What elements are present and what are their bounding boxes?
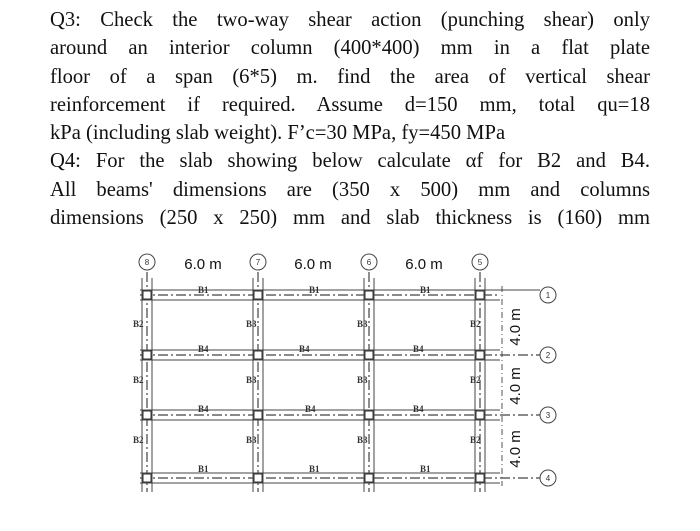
columns bbox=[143, 291, 484, 482]
q3-line-5: kPa (including slab weight). F’c=30 MPa, fy=450 MPa bbox=[50, 122, 506, 145]
beam-label-b3-col7-3: B3 bbox=[246, 435, 257, 445]
svg-text:6: 6 bbox=[366, 258, 372, 267]
q4-line-3: dimensions (250 x 250) mm and slab thickness is (160) mm bbox=[50, 207, 650, 230]
bay-label-3: 4.0 m bbox=[507, 430, 524, 468]
vertical-beams bbox=[142, 272, 485, 492]
beam-label-b1-bottom-1: B1 bbox=[198, 464, 209, 474]
span-label-2: 6.0 m bbox=[294, 256, 332, 273]
beam-label-b4-row3-1: B4 bbox=[198, 404, 209, 414]
column-marker-7 bbox=[250, 254, 266, 270]
q3-line-3: floor of a span (6*5) m. find the area of vertical shear bbox=[50, 65, 650, 88]
beam-label-b1-bottom-2: B1 bbox=[309, 464, 320, 474]
beam-label-b2-left-1: B2 bbox=[133, 319, 144, 329]
beam-label-b3-col7-2: B3 bbox=[246, 375, 257, 385]
beam-label-b2-right-2: B2 bbox=[470, 375, 481, 385]
svg-text:7: 7 bbox=[255, 258, 261, 267]
beam-label-b4-row2-2: B4 bbox=[299, 344, 310, 354]
svg-text:2: 2 bbox=[545, 351, 551, 360]
svg-text:3: 3 bbox=[545, 411, 551, 420]
svg-text:1: 1 bbox=[545, 291, 551, 300]
beam-label-b4-row2-1: B4 bbox=[198, 344, 209, 354]
svg-text:8: 8 bbox=[144, 258, 150, 267]
beam-label-b3-col6-2: B3 bbox=[357, 375, 368, 385]
column-marker-8 bbox=[139, 254, 155, 270]
beam-label-b4-row2-3: B4 bbox=[413, 344, 424, 354]
beam-label-b1-bottom-3: B1 bbox=[420, 464, 431, 474]
q4-line-2: All beams' dimensions are (350 x 500) mm and columns bbox=[50, 178, 650, 201]
beam-label-b4-row3-2: B4 bbox=[305, 404, 316, 414]
span-label-1: 6.0 m bbox=[184, 256, 222, 273]
beam-label-b3-col6-1: B3 bbox=[357, 319, 368, 329]
column-marker-5 bbox=[472, 254, 488, 270]
beam-label-b1-top-3: B1 bbox=[420, 285, 431, 295]
q3-line-2: around an interior column (400*400) mm in a flat plate bbox=[50, 37, 650, 60]
q3-line-4: reinforcement if required. Assume d=150 mm, total qu=18 bbox=[50, 93, 650, 116]
span-label-3: 6.0 m bbox=[405, 256, 443, 273]
row-marker-4 bbox=[540, 470, 556, 486]
beam-label-b1-top-2: B1 bbox=[309, 285, 320, 295]
column-marker-6 bbox=[361, 254, 377, 270]
svg-text:5: 5 bbox=[477, 258, 483, 267]
bay-label-1: 4.0 m bbox=[507, 308, 524, 346]
q3-line-1: Q3: Check the two-way shear action (punching shear) only bbox=[50, 9, 650, 31]
q4-line-1: Q4: For the slab showing below calculate αf for B2 and B4. bbox=[50, 150, 650, 173]
beam-label-b3-col6-3: B3 bbox=[357, 435, 368, 445]
beam-label-b1-top-1: B1 bbox=[198, 285, 209, 295]
svg-text:4: 4 bbox=[545, 474, 551, 483]
row-marker-1 bbox=[540, 287, 556, 303]
beam-label-b4-row3-3: B4 bbox=[413, 404, 424, 414]
bay-label-2: 4.0 m bbox=[507, 367, 524, 405]
beam-label-b2-right-3: B2 bbox=[470, 435, 481, 445]
row-marker-3 bbox=[540, 407, 556, 423]
beam-label-b2-right-1: B2 bbox=[470, 319, 481, 329]
beam-label-b3-col7-1: B3 bbox=[246, 319, 257, 329]
row-marker-2 bbox=[540, 347, 556, 363]
beam-label-b2-left-2: B2 bbox=[133, 375, 144, 385]
beam-label-b2-left-3: B2 bbox=[133, 435, 144, 445]
